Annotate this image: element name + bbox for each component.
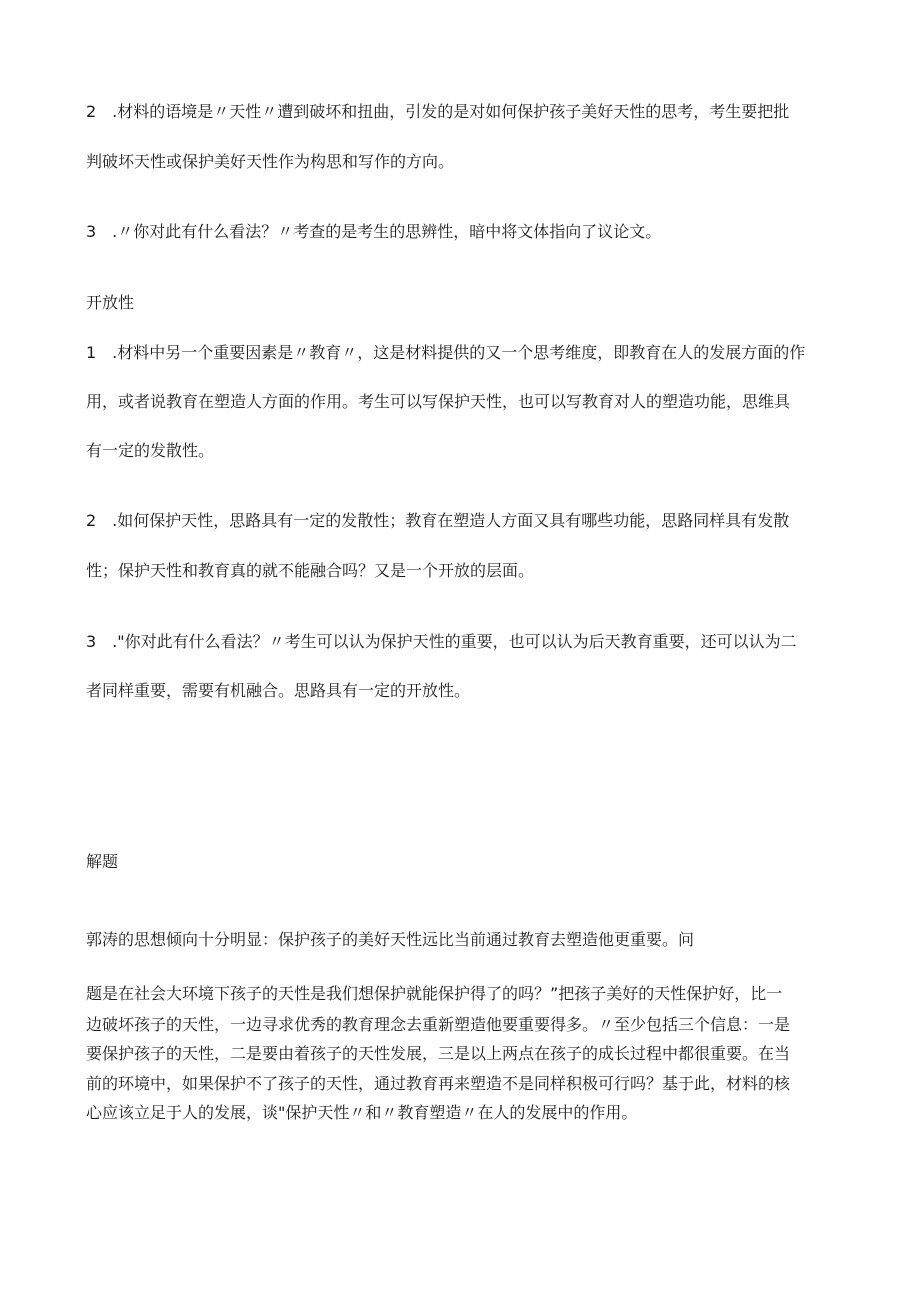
paragraph-item-3-line-1: 3 .〃你对此有什么看法？〃考查的是考生的思辨性，暗中将文体指向了议论文。 xyxy=(86,222,662,241)
openness-item-3-line-1: 3 ."你对此有什么看法？〃考生可以认为保护天性的重要，也可以认为后天教育重要，还可以认为二 xyxy=(86,632,797,651)
openness-item-2-line-2: 性；保护天性和教育真的就不能融合吗？又是一个开放的层面。 xyxy=(86,561,535,580)
section-heading-analysis: 解题 xyxy=(86,852,119,871)
section-heading-openness: 开放性 xyxy=(86,293,135,312)
analysis-line-5: 前的环境中，如果保护不了孩子的天性，通过教育再来塑造不是同样积极可行吗？基于此，材料的核 xyxy=(86,1074,791,1093)
analysis-line-1: 郭涛的思想倾向十分明显：保护孩子的美好天性远比当前通过教育去塑造他更重要。问 xyxy=(86,930,695,949)
openness-item-3-line-2: 者同样重要，需要有机融合。思路具有一定的开放性。 xyxy=(86,681,471,700)
openness-item-1-line-3: 有一定的发散性。 xyxy=(86,441,215,460)
paragraph-item-2-line-2: 判破坏天性或保护美好天性作为构思和写作的方向。 xyxy=(86,152,455,171)
openness-item-1-line-1: 1 .材料中另一个重要因素是〃教育〃，这是材料提供的又一个思考维度，即教育在人的发展方面的作 xyxy=(86,343,806,362)
analysis-line-3: 边破坏孩子的天性，一边寻求优秀的教育理念去重新塑造他要重要得多。〃至少包括三个信息：一是 xyxy=(86,1015,791,1034)
analysis-line-6: 心应该立足于人的发展，谈"保护天性〃和〃教育塑造〃在人的发展中的作用。 xyxy=(86,1103,638,1122)
paragraph-item-2-line-1: 2 .材料的语境是〃天性〃遭到破坏和扭曲，引发的是对如何保护孩子美好天性的思考，考生要把批 xyxy=(86,102,790,121)
analysis-line-2: 题是在社会大环境下孩子的天性是我们想保护就能保护得了的吗？”把孩子美好的天性保护好，比一 xyxy=(86,984,783,1003)
analysis-line-4: 要保护孩子的天性，二是要由着孩子的天性发展，三是以上两点在孩子的成长过程中都很重要。在当 xyxy=(86,1044,791,1063)
openness-item-1-line-2: 用，或者说教育在塑造人方面的作用。考生可以写保护天性，也可以写教育对人的塑造功能，思维具 xyxy=(86,392,791,411)
openness-item-2-line-1: 2 .如何保护天性，思路具有一定的发散性；教育在塑造人方面又具有哪些功能，思路同样具有发散 xyxy=(86,511,790,530)
